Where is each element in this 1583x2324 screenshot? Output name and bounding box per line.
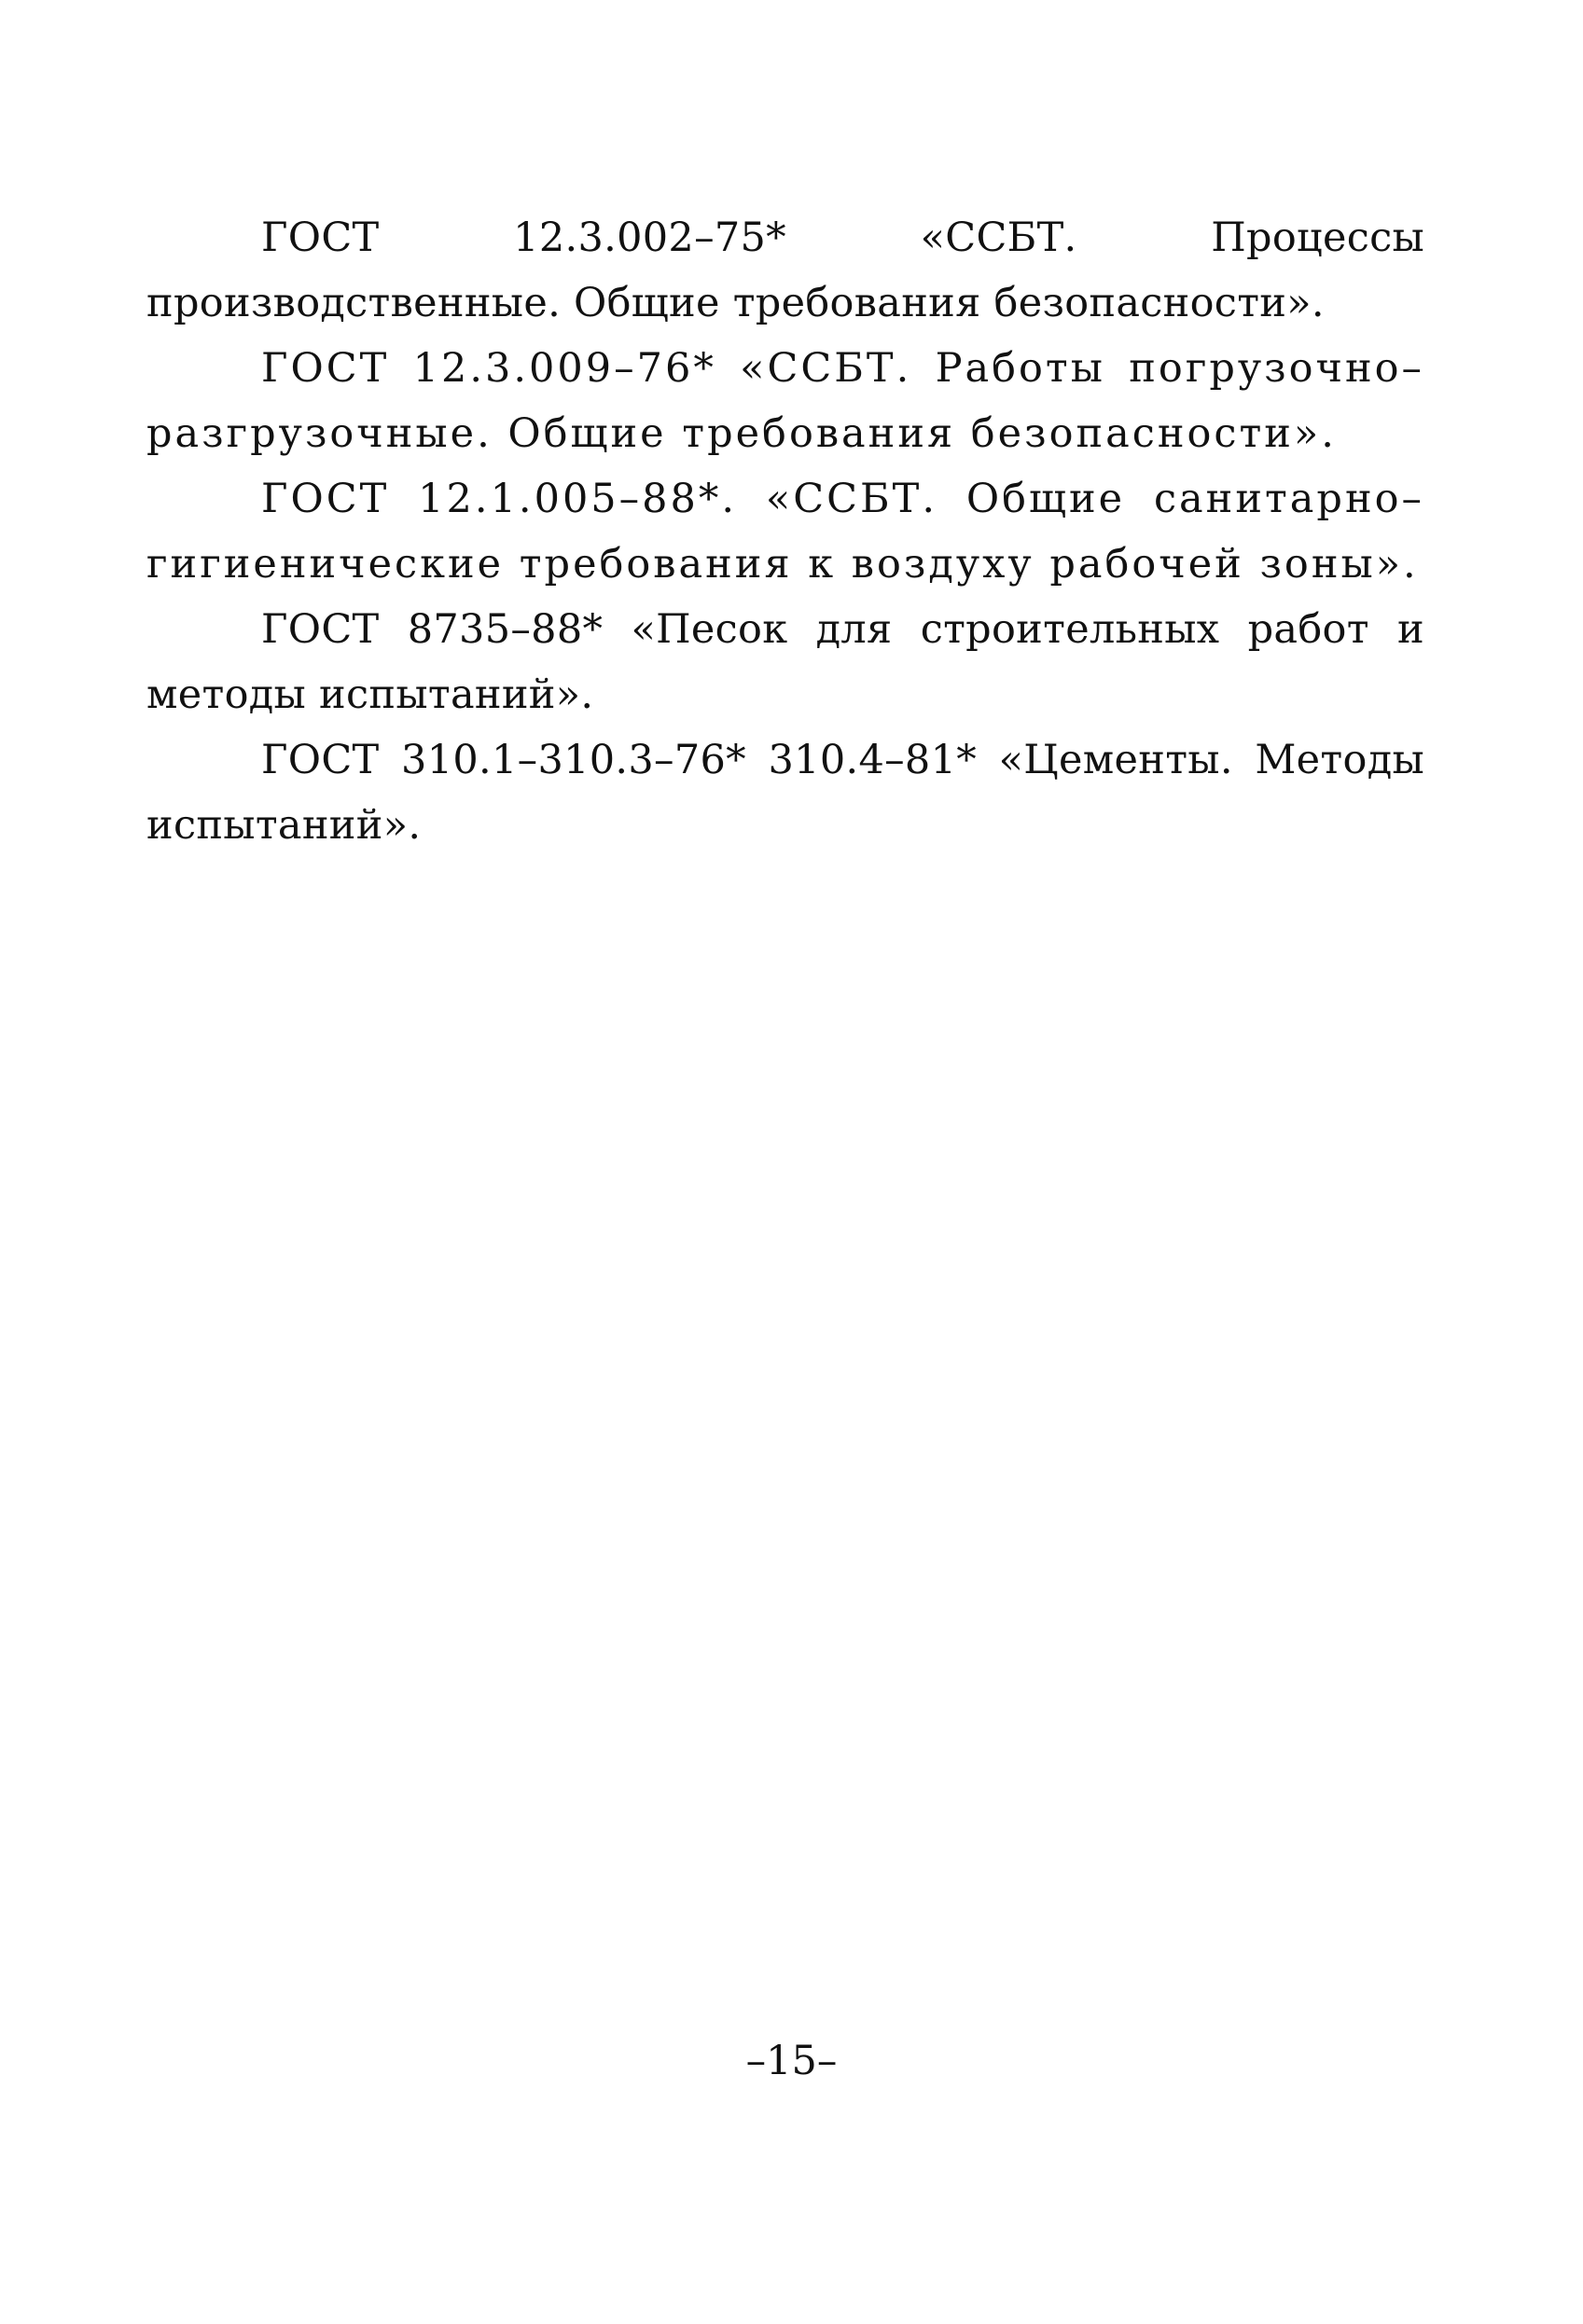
page-number: –15– [745, 2038, 838, 2084]
paragraph-gost-12-3-002: ГОСТ 12.3.002–75* «ССБТ. Процессы производственные. Общие требования безопасности». [146, 214, 1424, 326]
paragraph-gost-12-3-009: ГОСТ 12.3.009–76* «ССБТ. Работы погрузочно–разгрузочные. Общие требования безопасности». [146, 345, 1424, 457]
paragraph-gost-12-1-005: ГОСТ 12.1.005–88*. «ССБТ. Общие санитарно–гигиенические требования к воздуху рабочей зоны». [146, 476, 1424, 588]
paragraph-gost-310: ГОСТ 310.1–310.3–76* 310.4–81* «Цементы. Методы испытаний». [146, 737, 1424, 849]
paragraph-gost-8735: ГОСТ 8735–88* «Песок для строительных работ и методы испытаний». [146, 606, 1424, 718]
standards-reference-list [146, 205, 1424, 858]
